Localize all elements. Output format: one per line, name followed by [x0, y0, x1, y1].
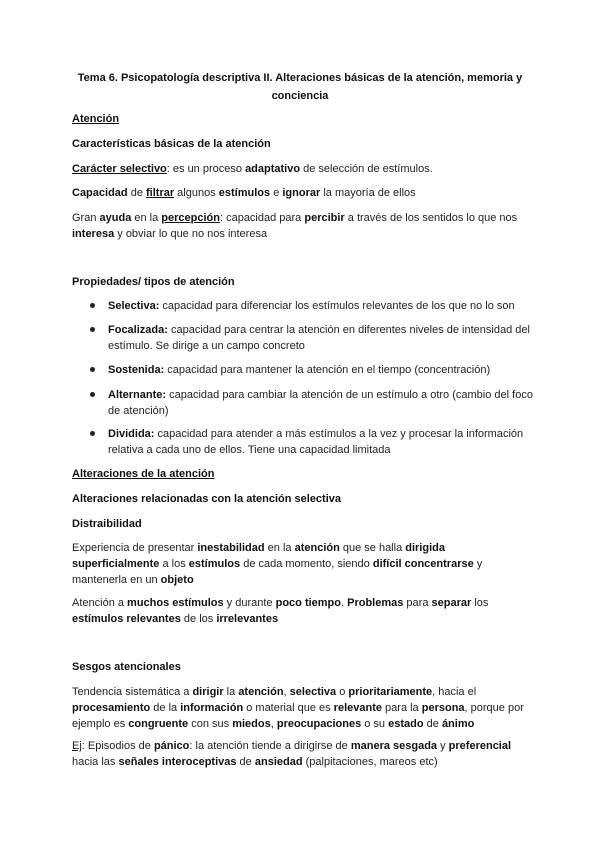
list-item-term: Focalizada: — [108, 324, 168, 336]
text-run: preocupaciones — [276, 718, 362, 730]
text-run: dirigir — [192, 686, 224, 698]
text-run: muchos estímulos — [127, 597, 224, 609]
text-run: Ej — [72, 740, 82, 752]
text-run: y mantenerla en un — [72, 558, 483, 586]
list-item-term: Alternante: — [108, 389, 167, 401]
text-run: Capacidad — [72, 187, 128, 199]
text-run: ansiedad — [254, 756, 303, 768]
text-run: , — [283, 686, 290, 698]
bullet-icon — [90, 431, 95, 436]
bullet-icon — [90, 367, 95, 372]
text-run: en la — [131, 212, 162, 224]
text-run: : es un proceso — [166, 163, 246, 175]
list-item — [108, 426, 533, 458]
list-item — [108, 387, 533, 419]
text-run: señales interoceptivas — [118, 756, 237, 768]
text-run: filtrar — [146, 187, 175, 199]
text-run: de la — [150, 702, 181, 714]
text-run: de — [236, 756, 255, 768]
paragraph-capacidad-filtrar — [72, 185, 532, 201]
text-run: Experiencia de presentar — [72, 542, 198, 554]
text-run: información — [180, 702, 244, 714]
text-run: inestabilidad — [197, 542, 265, 554]
list-item-text: capacidad para atender a más estímulos a la vez y procesar la información relativa a cada uno de ellos. Tiene una capacidad limitada — [108, 428, 524, 456]
text-run: estado — [388, 718, 424, 730]
paragraph-distraibilidad-2 — [72, 595, 532, 627]
list-item — [108, 362, 533, 378]
list-item-term: Dividida: — [108, 428, 155, 440]
text-run: ánimo — [441, 718, 475, 730]
text-run: percibir — [304, 212, 345, 224]
text-run: para — [403, 597, 432, 609]
text-run: manera sesgada — [350, 740, 438, 752]
list-item — [108, 298, 533, 314]
text-run: pánico — [153, 740, 190, 752]
text-run: a través de los sentidos lo que nos — [344, 212, 518, 224]
paragraph-distraibilidad-1 — [72, 540, 532, 588]
text-run: de cada momento, siendo — [240, 558, 373, 570]
bullet-icon — [90, 303, 95, 308]
text-run: selectiva — [289, 686, 337, 698]
text-run: procesamiento — [72, 702, 151, 714]
text-run: Atención a — [72, 597, 128, 609]
text-run: irrelevantes — [216, 613, 279, 625]
subheading-atencion-selectiva: Alteraciones relacionadas con la atención selectiva — [72, 493, 342, 505]
text-run: Problemas — [347, 597, 404, 609]
text-run: la mayoría de ellos — [320, 187, 416, 199]
bullet-icon — [90, 327, 95, 332]
text-run: : la atención tiende a dirigirse de — [189, 740, 351, 752]
paragraph-caracter-selectivo — [72, 161, 532, 177]
text-run: atención — [294, 542, 340, 554]
text-run: difícil concentrarse — [372, 558, 474, 570]
text-run: . — [341, 597, 348, 609]
text-run: los — [471, 597, 489, 609]
paragraph-gran-ayuda — [72, 210, 532, 242]
text-run: dirigida superficialmente — [72, 542, 445, 570]
text-run: o material que es — [243, 702, 334, 714]
text-run: objeto — [160, 574, 194, 586]
text-run: estímulos relevantes — [72, 613, 181, 625]
text-run: de selección de estímulos. — [300, 163, 433, 175]
text-run: (palpitaciones, mareos etc) — [302, 756, 438, 768]
text-run: e — [270, 187, 283, 199]
subheading-propiedades: Propiedades/ tipos de atención — [72, 276, 235, 288]
text-run: para la — [381, 702, 422, 714]
text-run: , porque por ejemplo es — [72, 702, 524, 730]
text-run: ignorar — [282, 187, 321, 199]
paragraph-sesgos-1 — [72, 684, 532, 732]
text-run: estímulos — [188, 558, 241, 570]
text-run: estímulos — [218, 187, 271, 199]
text-run: relevante — [333, 702, 382, 714]
paragraph-sesgos-ejemplo — [72, 738, 532, 770]
text-run: la — [223, 686, 239, 698]
text-run: de — [127, 187, 146, 199]
text-run: interesa — [72, 228, 115, 240]
list-item-term: Selectiva: — [108, 300, 160, 312]
text-run: atención — [238, 686, 284, 698]
list-item-text: capacidad para mantener la atención en el tiempo (concentración) — [164, 364, 491, 376]
subheading-distraibilidad: Distraibilidad — [72, 518, 142, 530]
text-run: de — [423, 718, 442, 730]
text-run: poco tiempo — [275, 597, 341, 609]
document-title: Tema 6. Psicopatología descriptiva II. Alteraciones básicas de la atención, memoria y conciencia — [77, 72, 523, 102]
text-run: separar — [431, 597, 472, 609]
text-run: Carácter selectivo — [72, 163, 167, 175]
text-run: prioritariamente — [348, 686, 433, 698]
text-run: percepción — [161, 212, 220, 224]
text-run: : Episodios de — [81, 740, 154, 752]
text-run: Gran — [72, 212, 100, 224]
text-run: y obviar lo que no nos interesa — [114, 228, 268, 240]
text-run: algunos — [174, 187, 219, 199]
text-run: ayuda — [99, 212, 132, 224]
text-run: y — [437, 740, 449, 752]
text-run: miedos — [232, 718, 271, 730]
text-run: en la — [264, 542, 295, 554]
text-run: con sus — [188, 718, 233, 730]
subheading-sesgos: Sesgos atencionales — [72, 661, 181, 673]
section-heading-alteraciones: Alteraciones de la atención — [72, 468, 215, 480]
list-item-text: capacidad para cambiar la atención de un estímulo a otro (cambio del foco de atención) — [108, 389, 533, 417]
text-run: a los — [159, 558, 189, 570]
list-item-text: capacidad para diferenciar los estímulos relevantes de los que no lo son — [159, 300, 515, 312]
text-run: preferencial — [448, 740, 512, 752]
text-run: o su — [361, 718, 389, 730]
subheading-caracteristicas: Características básicas de la atención — [72, 138, 271, 150]
text-run: , — [270, 718, 277, 730]
text-run: : capacidad para — [219, 212, 305, 224]
text-run: de los — [180, 613, 217, 625]
text-run: adaptativo — [245, 163, 301, 175]
text-run: Tendencia sistemática a — [72, 686, 193, 698]
text-run: y durante — [223, 597, 276, 609]
list-item — [108, 322, 533, 354]
text-run: congruente — [128, 718, 189, 730]
list-item-text: capacidad para centrar la atención en diferentes niveles de intensidad del estímulo. Se dirige a un campo concreto — [108, 324, 530, 352]
text-run: , hacia el — [432, 686, 477, 698]
text-run: hacia las — [72, 756, 119, 768]
list-item-term: Sostenida: — [108, 364, 165, 376]
section-heading-atencion: Atención — [72, 113, 120, 125]
text-run: o — [336, 686, 349, 698]
bullet-icon — [90, 392, 95, 397]
text-run: que se halla — [339, 542, 406, 554]
text-run: persona — [421, 702, 465, 714]
